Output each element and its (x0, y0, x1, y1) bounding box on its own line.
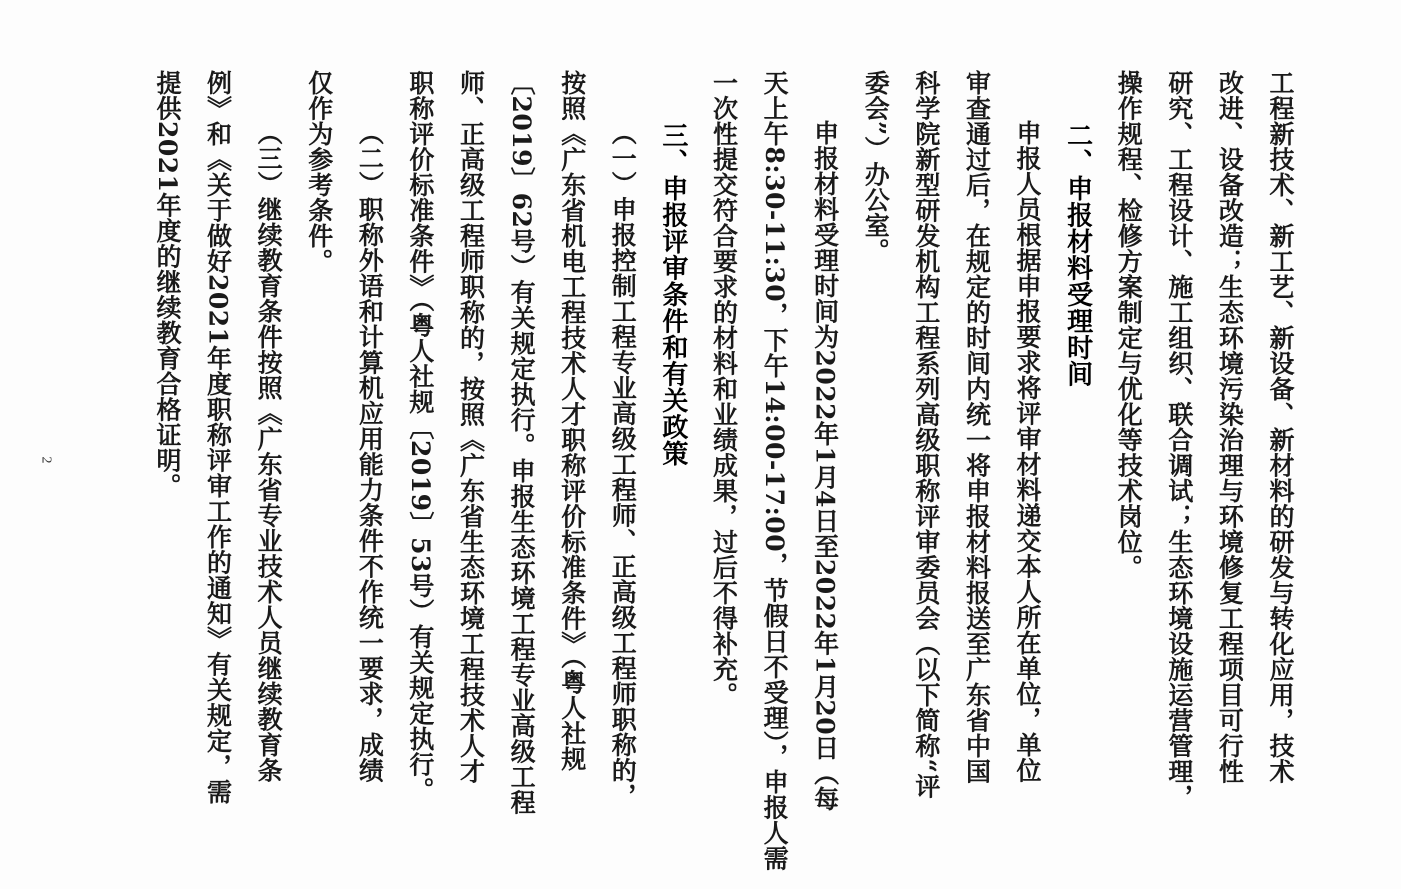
text-line: 改进、设备改造；生态环境污染治理与环境修复工程项目可行性 (1215, 70, 1245, 784)
text-line: 审查通过后，在规定的时间内统一将申报材料报送至广东省中国 (962, 70, 992, 784)
text-line: 工程新技术、新工艺、新设备、新材料的研发与转化应用，技术 (1266, 70, 1295, 784)
text-line: 天上午8:30-11:30，下午14:00-17:00，节假日不受理），申报人需 (760, 70, 790, 872)
text-line: 例》和《关于做好2021年度职称评审工作的通知》有关规定，需 (203, 70, 233, 805)
text-line: 一次性提交符合要求的材料和业绩成果，过后不得补充。 (709, 70, 739, 708)
text-line: 科学院新型研发机构工程系列高级职称评审委员会（以下简称“评 (911, 70, 941, 799)
text-line: 〔2019〕62号）有关规定执行。申报生态环境工程专业高级工程 (507, 70, 537, 815)
text-line: 申报人员根据申报要求将评审材料递交本人所在单位，单位 (1013, 120, 1043, 783)
text-line: 师、正高级工程师职称的，按照《广东省生态环境工程技术人才 (456, 70, 486, 784)
text-line: 提供2021年度的继续教育合格证明。 (152, 70, 182, 499)
text-line: 委会”）办公室。 (861, 70, 891, 264)
text-line: 申报材料受理时间为2022年1月4日至2022年1月20日（每 (810, 120, 840, 812)
text-line: 按照《广东省机电工程技术人才职称评价标准条件》（粤人社规 (557, 70, 587, 772)
section-heading: 三、申报评审条件和有关政策 (657, 122, 688, 467)
page-number: 2 (38, 456, 54, 464)
text-line: （二）职称外语和计算机应用能力条件不作统一要求，成绩 (355, 120, 385, 783)
section-heading: 二、申报材料受理时间 (1062, 122, 1093, 387)
text-line: （三）继续教育条件按照《广东省专业技术人员继续教育条 (254, 120, 284, 783)
text-line: 职称评价标准条件》（粤人社规〔2019〕53号）有关规定执行。 (405, 70, 435, 803)
text-line: 仅作为参考条件。 (304, 70, 334, 274)
text-line: 研究、工程设计、施工组织、联合调试；生态环境设施运营管理， (1164, 70, 1194, 810)
document-body (141, 70, 1305, 872)
text-line: 操作规程、检修方案制定与优化等技术岗位。 (1114, 70, 1144, 580)
text-line: （一）申报控制工程专业高级工程师、正高级工程师职称的， (608, 120, 638, 809)
